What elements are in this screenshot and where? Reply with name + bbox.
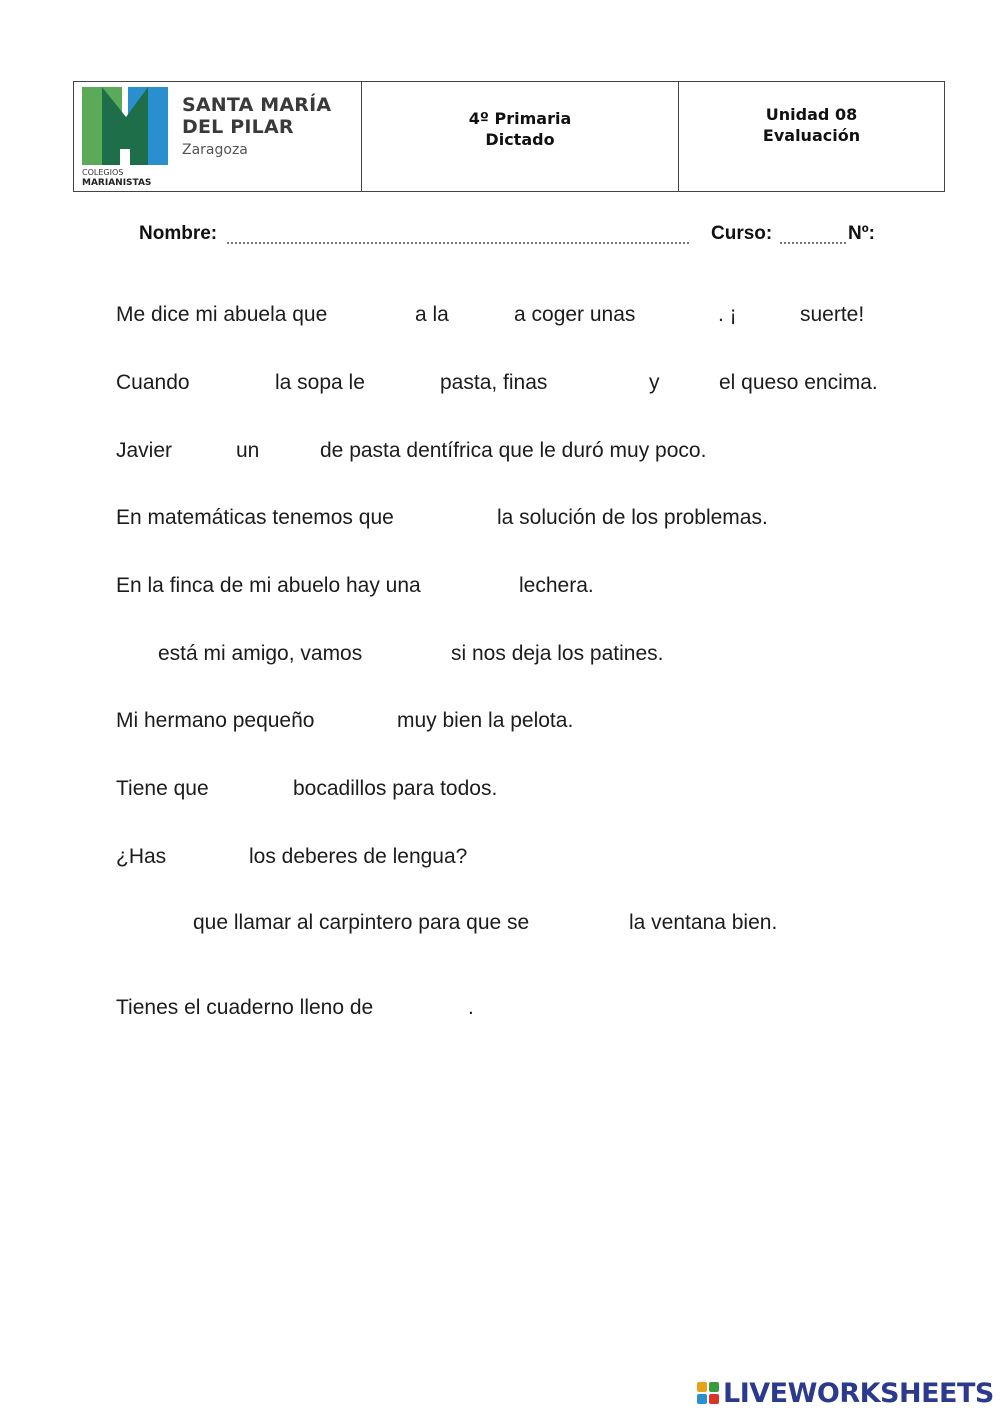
sentence-text: Me dice mi abuela que (116, 303, 328, 326)
school-name-line1: SANTA MARÍA (182, 94, 332, 116)
sentence-text: Mi hermano pequeño (116, 709, 315, 732)
school-logo-icon (82, 87, 170, 167)
sentence-text: la ventana bien. (629, 911, 778, 934)
sentence-text: lechera. (519, 574, 594, 597)
name-field[interactable] (227, 242, 689, 244)
school-name-line2: DEL PILAR (182, 116, 294, 138)
sentence-text: ¿Has (116, 845, 167, 868)
school-city: Zaragoza (182, 142, 248, 158)
sentence-text: . (468, 996, 474, 1019)
liveworksheets-icon (697, 1382, 719, 1404)
sentence-text: está mi amigo, vamos (158, 642, 363, 665)
sentence-text: pasta, finas (440, 371, 548, 394)
sentence-text: el queso encima. (719, 371, 878, 394)
subject-text: Dictado (485, 130, 555, 149)
sentence-text: si nos deja los patines. (451, 642, 664, 665)
sentence-text: Tiene que (116, 777, 209, 800)
sentence-text: que llamar al carpintero para que se (193, 911, 530, 934)
unit-text: Unidad 08 (765, 105, 858, 124)
liveworksheets-brand: LIVEWORKSHEETS (723, 1377, 994, 1409)
sentence-text: a coger unas (514, 303, 636, 326)
school-name (182, 94, 331, 138)
unit-cell (679, 82, 944, 191)
sentence-text: un (236, 439, 260, 462)
sentence-text: . ¡ (718, 303, 737, 326)
marianistas-label: MARIANISTAS (82, 178, 152, 188)
sentence-text: los deberes de lengua? (249, 845, 468, 868)
sentence-text: a la (415, 303, 449, 326)
sentence-text: muy bien la pelota. (397, 709, 574, 732)
sentence-text: la solución de los problemas. (497, 506, 768, 529)
grade-text: 4º Primaria (468, 109, 572, 128)
sentence-text: En matemáticas tenemos que (116, 506, 394, 529)
grade-cell (362, 82, 679, 191)
sentence-text: y (649, 371, 660, 394)
sentence-text: de pasta dentífrica que le duró muy poco. (320, 439, 707, 462)
sentence-text: Javier (116, 439, 173, 462)
header-table (73, 81, 945, 192)
number-label: Nº: (848, 223, 875, 244)
sentence-text: Cuando (116, 371, 190, 394)
course-label: Curso: (711, 223, 773, 244)
sentence-text: Tienes el cuaderno lleno de (116, 996, 374, 1019)
name-label: Nombre: (139, 223, 218, 244)
course-field[interactable] (780, 242, 846, 244)
sentence-text: la sopa le (275, 371, 365, 394)
evaluation-text: Evaluación (762, 126, 861, 145)
liveworksheets-logo (697, 1376, 994, 1410)
sentence-text: En la finca de mi abuelo hay una (116, 574, 421, 597)
sentence-text: bocadillos para todos. (293, 777, 498, 800)
logo-cell (74, 82, 362, 191)
sentence-text: suerte! (800, 303, 865, 326)
colegios-label: COLEGIOS (82, 168, 124, 177)
